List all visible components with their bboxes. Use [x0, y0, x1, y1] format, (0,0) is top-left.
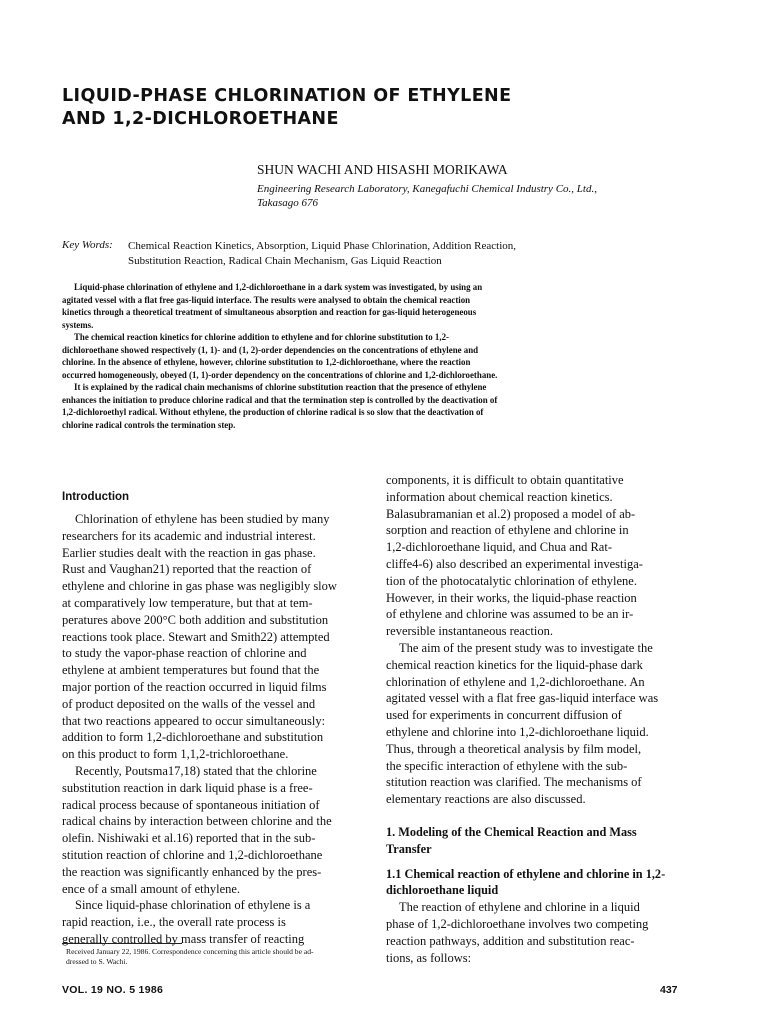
body-line: agitated vessel with a flat free gas-liquid interface was — [386, 691, 659, 706]
body-line: However, in their works, the liquid-phase reaction — [386, 590, 637, 605]
body-line: Balasubramanian et al.2) proposed a model of ab- — [386, 506, 636, 521]
body-line: reactions took place. Stewart and Smith22) attempted — [62, 629, 330, 644]
authors: SHUN WACHI AND HISASHI MORIKAWA — [257, 162, 508, 177]
body-line: ethylene at ambient temperatures but found that the — [62, 663, 320, 678]
section-heading-1-1 — [386, 866, 686, 900]
body-line: phase of 1,2-dichloroethane involves two competing — [386, 916, 649, 931]
abstract-line: chlorine. In the absence of ethylene, however, chlorine substitution to 1,2-dichloroethane, where the reaction — [62, 357, 471, 367]
body-line: major portion of the reaction occurred in liquid films — [62, 679, 327, 694]
body-line: tions, as follows: — [386, 950, 472, 965]
body-line: Recently, Poutsma17,18) stated that the chlorine — [75, 763, 317, 778]
body-line: elementary reactions are also discussed. — [386, 792, 586, 807]
body-line: chlorination of ethylene and 1,2-dichloroethane. An — [386, 674, 645, 689]
affiliation-line: Takasago 676 — [257, 197, 319, 209]
body-line: peratures above 200°C both addition and substitution — [62, 612, 329, 627]
section-heading-line: Transfer — [386, 841, 432, 856]
body-line: addition to form 1,2-dichloroethane and substitution — [62, 730, 324, 745]
body-line: components, it is difficult to obtain quantitative — [386, 473, 624, 487]
body-line: The aim of the present study was to investigate the — [399, 640, 653, 655]
footnote-rule — [62, 943, 182, 944]
body-line: ethylene and chlorine in gas phase was negligibly slow — [62, 579, 337, 594]
abstract — [62, 281, 552, 431]
right-column — [386, 472, 686, 966]
body-line: Thus, through a theoretical analysis by film model, — [386, 741, 642, 756]
abstract-line: chlorine radical controls the termination step. — [62, 419, 236, 430]
section-heading-line: 1. Modeling of the Chemical Reaction and Mass — [386, 824, 637, 839]
section-heading-line: 1.1 Chemical reaction of ethylene and chlorine in 1,2- — [386, 866, 666, 881]
body-line: that two reactions appeared to occur simultaneously: — [62, 713, 326, 728]
keywords-label: Key Words: — [62, 239, 113, 251]
abstract-line: Liquid-phase chlorination of ethylene and 1,2-dichloroethane in a dark system was investigated, by using an — [74, 282, 483, 292]
body-line: olefin. Nishiwaki et al.16) reported that in the sub- — [62, 831, 316, 846]
footnote-line: Received January 22, 1986. Correspondence concerning this article should be ad- — [66, 947, 314, 956]
body-line: to study the vapor-phase reaction of chlorine and — [62, 646, 307, 661]
abstract-line: The chemical reaction kinetics for chlorine addition to ethylene and for chlorine substitution to 1,2- — [74, 332, 449, 342]
keywords-line: Chemical Reaction Kinetics, Absorption, Liquid Phase Chlorination, Addition Reaction, — [128, 240, 517, 252]
paper-title — [62, 85, 702, 131]
abstract-line: It is explained by the radical chain mechanisms of chlorine substitution reaction that the presence of ethylene — [74, 382, 487, 392]
body-line: of ethylene and chlorine was assumed to be an ir- — [386, 607, 634, 622]
body-line: generally controlled by mass transfer of reacting — [62, 931, 305, 946]
body-line: chemical reaction kinetics for the liquid-phase dark — [386, 657, 643, 672]
page-number: 437 — [660, 984, 678, 996]
abstract-line: dichloroethane showed respectively (1, 1)- and (1, 2)-order dependencies on the concentrations of ethylene and — [62, 344, 479, 355]
journal-footer: VOL. 19 NO. 5 1986 — [62, 984, 164, 996]
affiliation-line: Engineering Research Laboratory, Kanegafuchi Chemical Industry Co., Ltd., — [257, 183, 597, 195]
body-line: at comparatively low temperature, but that at tem- — [62, 595, 313, 610]
section-heading-line: dichloroethane liquid — [386, 883, 499, 898]
body-line: 1,2-dichloroethane liquid, and Chua and Rat- — [386, 540, 612, 555]
abstract-line: enhances the initiation to produce chlorine radical and that the termination step is controlled by the deactivation of — [62, 394, 498, 405]
body-line: radical chains by interaction between chlorine and the — [62, 814, 332, 829]
title-line: LIQUID-PHASE CHLORINATION OF ETHYLENE — [62, 86, 512, 106]
footnote-line: dressed to S. Wachi. — [66, 957, 128, 966]
keywords-line: Substitution Reaction, Radical Chain Mechanism, Gas Liquid Reaction — [128, 255, 442, 267]
body-line: on this product to form 1,1,2-trichloroethane. — [62, 747, 289, 762]
body-line: stitution reaction was clarified. The mechanisms of — [386, 775, 642, 790]
left-column — [62, 511, 358, 948]
body-line: Chlorination of ethylene has been studied by many — [75, 512, 330, 526]
abstract-line: occurred homogeneously, obeyed (1, 1)-order dependency on the concentrations of chlorine and 1,2-dichloroethane. — [62, 369, 498, 380]
body-line: sorption and reaction of ethylene and chlorine in — [386, 523, 629, 538]
body-line: Since liquid-phase chlorination of ethylene is a — [75, 898, 311, 913]
body-line: of product deposited on the walls of the vessel and — [62, 696, 316, 711]
body-line: Rust and Vaughan21) reported that the reaction of — [62, 562, 312, 577]
abstract-line: 1,2-dichloroethyl radical. Without ethylene, the production of chlorine radical is so slow that the deactivation of — [62, 407, 484, 417]
body-line: ethylene and chlorine into 1,2-dichloroethane liquid. — [386, 724, 649, 739]
title-line: AND 1,2-DICHLOROETHANE — [62, 109, 339, 129]
abstract-line: systems. — [62, 319, 94, 330]
affiliation — [257, 182, 617, 210]
abstract-line: kinetics through a theoretical treatment of simultaneous absorption and reaction for gas-liquid heterogeneous — [62, 307, 477, 317]
body-line: rapid reaction, i.e., the overall rate process is — [62, 915, 286, 930]
body-line: stitution reaction of chlorine and 1,2-dichloroethane — [62, 847, 323, 862]
section-heading-1 — [386, 824, 686, 858]
body-line: reaction pathways, addition and substitution reac- — [386, 933, 635, 948]
abstract-line: agitated vessel with a flat free gas-liquid interface. The results were analysed to obtain the chemical reaction — [62, 294, 471, 305]
body-line: substitution reaction in dark liquid phase is a free- — [62, 780, 313, 795]
section-heading-introduction: Introduction — [62, 491, 130, 503]
body-line: the reaction was significantly enhanced by the pres- — [62, 864, 322, 879]
body-line: cliffe4-6) also described an experimental investiga- — [386, 556, 643, 571]
body-line: The reaction of ethylene and chlorine in a liquid — [399, 900, 640, 915]
body-line: reversible instantaneous reaction. — [386, 624, 553, 639]
body-line: information about chemical reaction kinetics. — [386, 489, 613, 504]
body-line: used for experiments in concurrent diffusion of — [386, 708, 622, 723]
body-line: researchers for its academic and industrial interest. — [62, 528, 316, 543]
body-line: ence of a small amount of ethylene. — [62, 881, 241, 896]
body-line: radical process because of spontaneous initiation of — [62, 797, 320, 812]
body-line: the specific interaction of ethylene with the sub- — [386, 758, 628, 773]
footnote — [66, 947, 366, 967]
body-line: Earlier studies dealt with the reaction in gas phase. — [62, 545, 316, 560]
keywords — [128, 239, 568, 269]
body-line: tion of the photocatalytic chlorination of ethylene. — [386, 573, 637, 588]
